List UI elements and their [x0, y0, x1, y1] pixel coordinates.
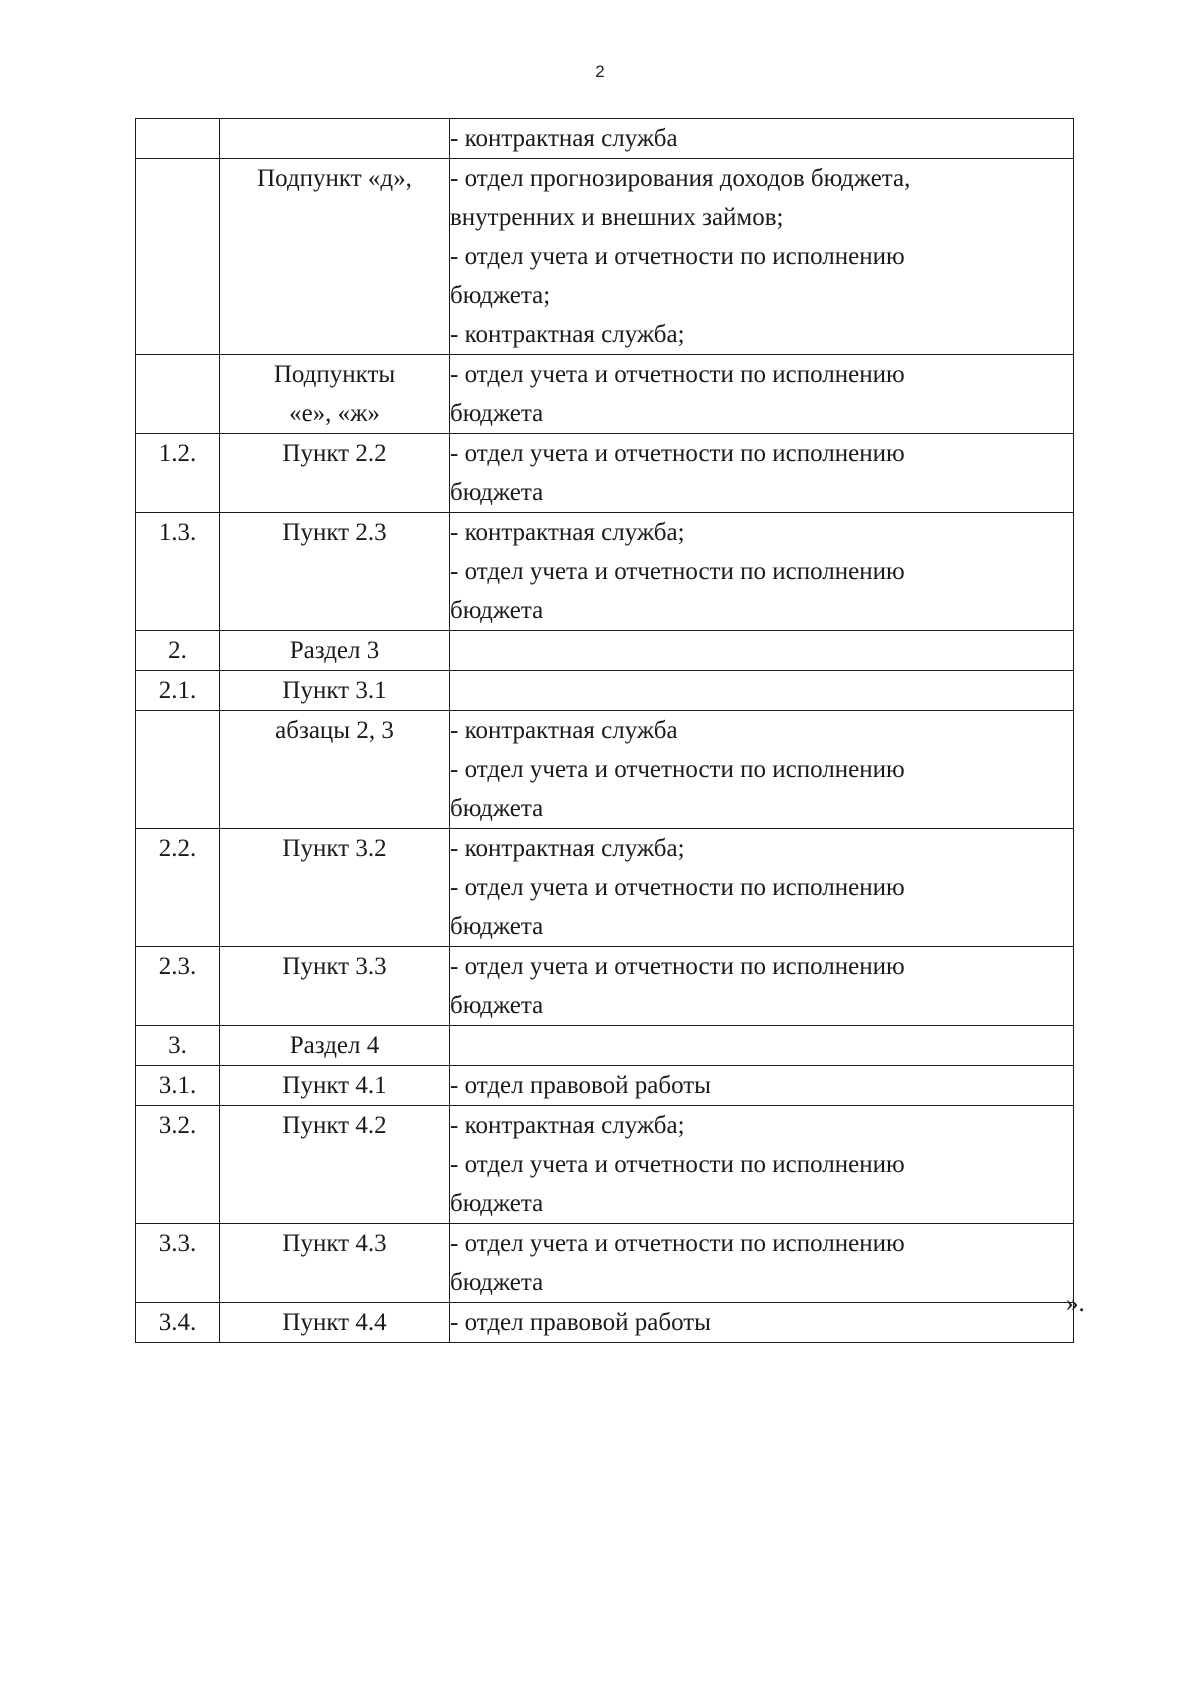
reference-line: Пункт 3.1	[282, 677, 387, 704]
reference-cell	[220, 1303, 450, 1343]
department-line: бюджета	[450, 913, 544, 940]
reference-line: Пункт 2.3	[282, 519, 387, 546]
department-cell	[450, 711, 1074, 829]
department-cell	[450, 1224, 1074, 1303]
reference-cell	[220, 159, 450, 355]
reference-line: абзацы 2, 3	[275, 717, 394, 744]
reference-line: Пункт 4.3	[282, 1230, 387, 1257]
reference-line: Раздел 3	[289, 637, 380, 664]
page-number: 2	[595, 62, 605, 81]
reference-cell	[220, 1026, 450, 1066]
table-row	[136, 355, 1074, 434]
department-cell	[450, 1026, 1074, 1066]
department-cell	[450, 1303, 1074, 1343]
department-line: - отдел учета и отчетности по исполнению	[450, 243, 905, 270]
department-line: - отдел учета и отчетности по исполнению	[450, 1230, 905, 1257]
table-row	[136, 631, 1074, 671]
table-row	[136, 671, 1074, 711]
department-cell	[450, 1106, 1074, 1224]
department-cell	[450, 631, 1074, 671]
department-line: - отдел учета и отчетности по исполнению	[450, 440, 905, 467]
reference-line: Подпункт «д»,	[257, 165, 412, 192]
reference-cell	[220, 1106, 450, 1224]
department-line: - отдел учета и отчетности по исполнению	[450, 953, 905, 980]
department-line: - контрактная служба	[450, 717, 678, 744]
row-number-cell	[136, 355, 220, 434]
row-number-cell: 2.	[136, 631, 220, 671]
department-line: бюджета	[450, 400, 544, 427]
department-line: - отдел прогнозирования доходов бюджета,	[450, 165, 911, 192]
row-number-cell: 3.2.	[136, 1106, 220, 1224]
reference-cell	[220, 355, 450, 434]
reference-line: «е», «ж»	[289, 400, 380, 427]
table-row	[136, 1066, 1074, 1106]
department-line: - контрактная служба;	[450, 321, 685, 348]
row-number-cell: 2.1.	[136, 671, 220, 711]
row-number-cell: 3.4.	[136, 1303, 220, 1343]
department-line: - отдел учета и отчетности по исполнению	[450, 361, 905, 388]
row-number-cell	[136, 711, 220, 829]
department-line: бюджета	[450, 1190, 544, 1217]
department-line: - отдел правовой работы	[450, 1072, 711, 1099]
row-number-cell: 3.1.	[136, 1066, 220, 1106]
department-line: - отдел правовой работы	[450, 1309, 711, 1336]
table-row	[136, 434, 1074, 513]
table-row	[136, 119, 1074, 159]
department-cell	[450, 119, 1074, 159]
department-line: - отдел учета и отчетности по исполнению	[450, 1151, 905, 1178]
reference-cell	[220, 119, 450, 159]
department-cell	[450, 355, 1074, 434]
reference-line: Подпункты	[273, 361, 396, 388]
responsibility-table	[135, 118, 1074, 1343]
department-cell	[450, 1066, 1074, 1106]
reference-line: Пункт 2.2	[282, 440, 387, 467]
reference-cell	[220, 947, 450, 1026]
department-cell	[450, 829, 1074, 947]
department-line: - отдел учета и отчетности по исполнению	[450, 756, 905, 783]
department-line: - контрактная служба;	[450, 519, 685, 546]
department-line: бюджета	[450, 597, 544, 624]
table-row	[136, 159, 1074, 355]
table-body	[136, 119, 1074, 1343]
reference-line: Пункт 4.2	[282, 1112, 387, 1139]
reference-cell	[220, 1066, 450, 1106]
reference-cell	[220, 711, 450, 829]
table-row	[136, 513, 1074, 631]
reference-line: Раздел 4	[289, 1032, 380, 1059]
row-number-cell	[136, 159, 220, 355]
reference-line: Пункт 3.2	[282, 835, 387, 862]
department-cell	[450, 947, 1074, 1026]
department-cell	[450, 513, 1074, 631]
table-row	[136, 1026, 1074, 1066]
department-line: - контрактная служба;	[450, 1112, 685, 1139]
department-cell	[450, 159, 1074, 355]
department-line: внутренних и внешних займов;	[450, 204, 784, 231]
row-number-cell	[136, 119, 220, 159]
department-cell	[450, 671, 1074, 711]
table-row	[136, 1106, 1074, 1224]
row-number-cell: 1.2.	[136, 434, 220, 513]
reference-line: Пункт 4.4	[282, 1309, 387, 1336]
reference-cell	[220, 1224, 450, 1303]
row-number-cell: 2.2.	[136, 829, 220, 947]
table-row	[136, 711, 1074, 829]
reference-cell	[220, 631, 450, 671]
reference-line: Пункт 4.1	[282, 1072, 387, 1099]
row-number-cell: 3.3.	[136, 1224, 220, 1303]
table-row	[136, 1224, 1074, 1303]
department-line: бюджета	[450, 992, 544, 1019]
department-line: бюджета;	[450, 282, 551, 309]
table-row	[136, 947, 1074, 1026]
department-line: - контрактная служба;	[450, 835, 685, 862]
department-line: - отдел учета и отчетности по исполнению	[450, 874, 905, 901]
reference-cell	[220, 671, 450, 711]
row-number-cell: 1.3.	[136, 513, 220, 631]
department-cell	[450, 434, 1074, 513]
department-line: бюджета	[450, 479, 544, 506]
row-number-cell: 2.3.	[136, 947, 220, 1026]
reference-line: Пункт 3.3	[282, 953, 387, 980]
closing-quote: ».	[1066, 1290, 1085, 1317]
department-line: бюджета	[450, 795, 544, 822]
table-row	[136, 829, 1074, 947]
row-number-cell: 3.	[136, 1026, 220, 1066]
department-line: бюджета	[450, 1269, 544, 1296]
department-line: - контрактная служба	[450, 125, 678, 152]
reference-cell	[220, 434, 450, 513]
reference-cell	[220, 513, 450, 631]
department-line: - отдел учета и отчетности по исполнению	[450, 558, 905, 585]
table-row	[136, 1303, 1074, 1343]
reference-cell	[220, 829, 450, 947]
